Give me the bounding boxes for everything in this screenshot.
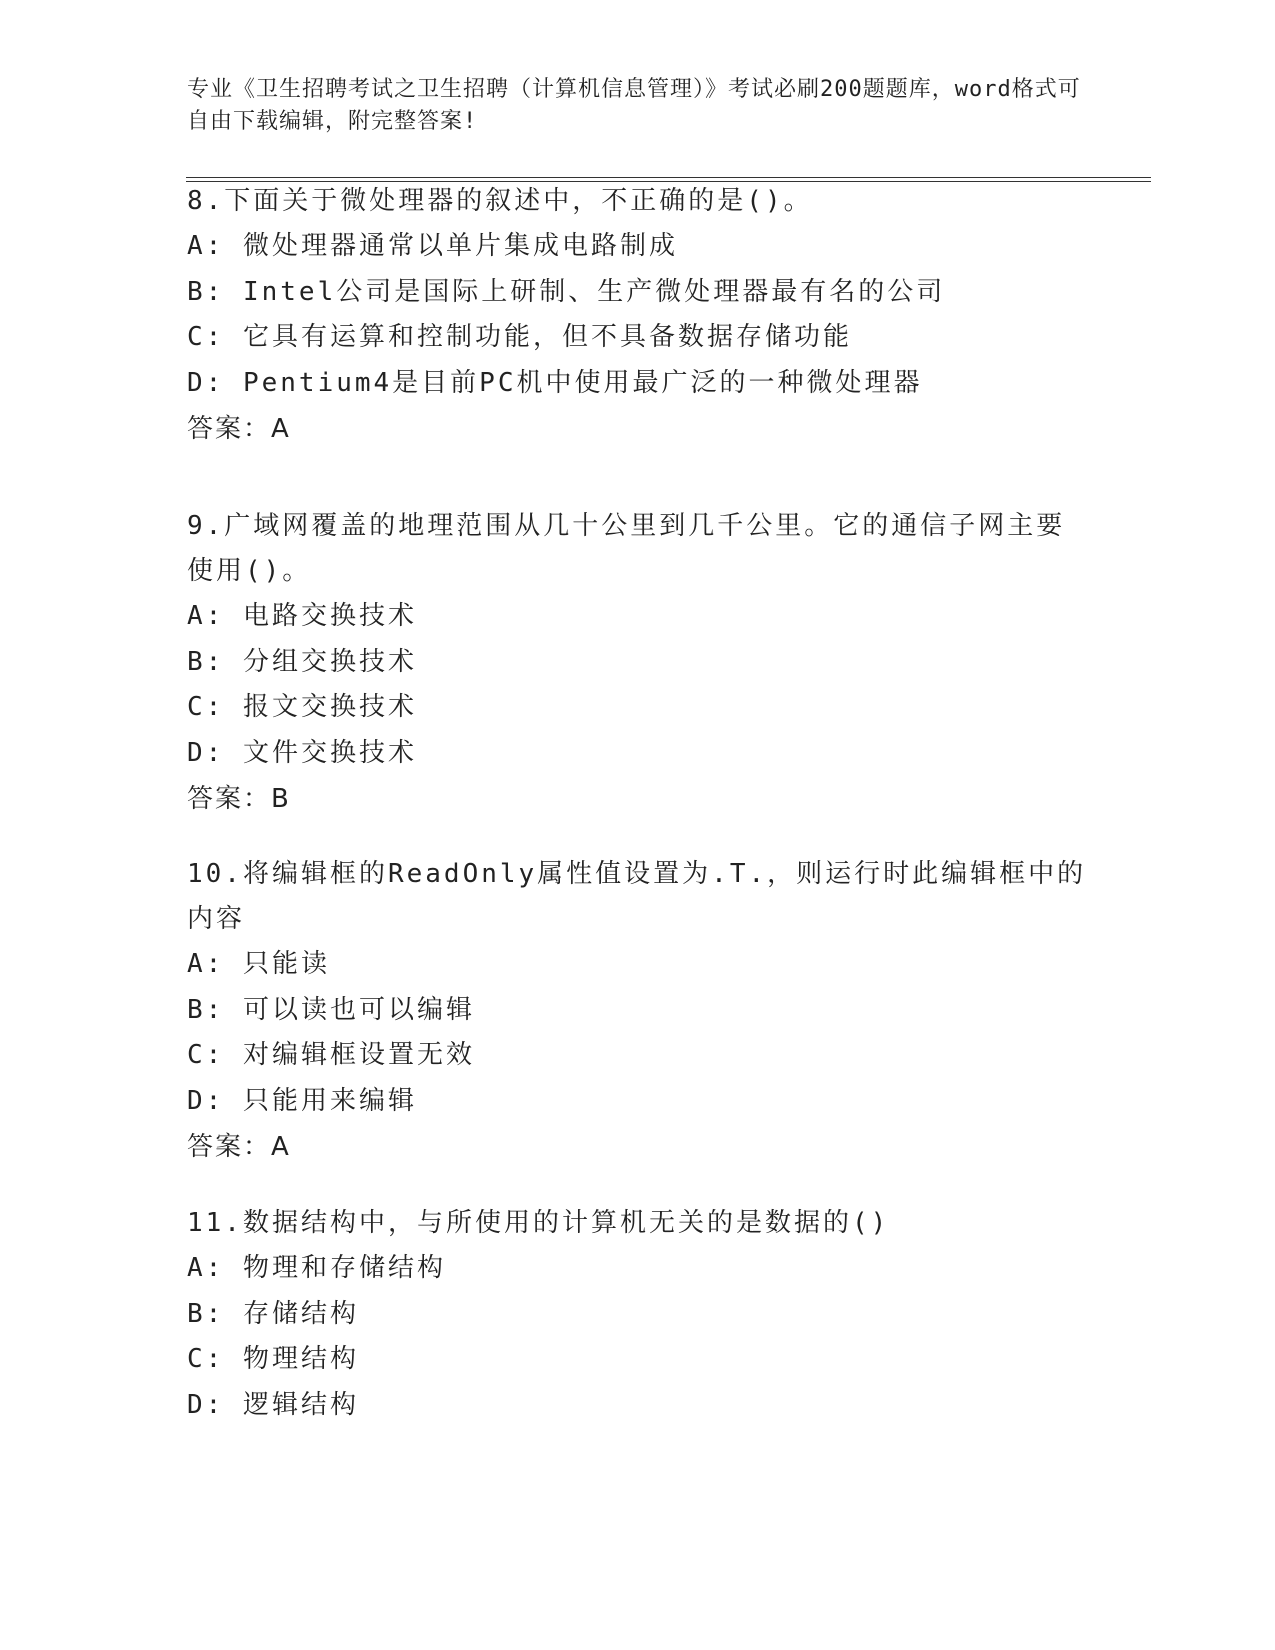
option-b: B: 可以读也可以编辑 — [187, 994, 475, 1025]
document-header: 专业《卫生招聘考试之卫生招聘（计算机信息管理）》考试必刷200题题库，word格式可自由下载编辑，附完整答案! — [187, 77, 1081, 134]
option-d: D: 逻辑结构 — [187, 1389, 359, 1420]
answer-line: 答案：A — [187, 414, 291, 444]
option-a: A: 只能读 — [187, 949, 330, 979]
answer-line: 答案：B — [187, 784, 291, 814]
question-11 — [187, 1201, 1087, 1428]
option-a: A: 微处理器通常以单片集成电路制成 — [187, 231, 678, 261]
question-9 — [187, 504, 1087, 822]
answer-line: 答案：A — [187, 1132, 291, 1162]
question-8 — [187, 179, 1087, 452]
option-a: A: 电路交换技术 — [187, 601, 417, 631]
option-d: D: 文件交换技术 — [187, 737, 417, 768]
question-stem: 9.广域网覆盖的地理范围从几十公里到几千公里。它的通信子网主要使用()。 — [187, 511, 1066, 586]
option-c: C: 对编辑框设置无效 — [187, 1040, 475, 1070]
option-b: B: 分组交换技术 — [187, 646, 417, 677]
option-d: D: 只能用来编辑 — [187, 1085, 417, 1116]
option-c: C: 物理结构 — [187, 1344, 359, 1374]
option-b: B: Intel公司是国际上研制、生产微处理器最有名的公司 — [187, 276, 946, 307]
option-d: D: Pentium4是目前PC机中使用最广泛的一种微处理器 — [187, 367, 923, 398]
question-stem: 10.将编辑框的ReadOnly属性值设置为.T.，则运行时此编辑框中的内容 — [187, 859, 1087, 934]
option-c: C: 报文交换技术 — [187, 692, 417, 722]
option-c: C: 它具有运算和控制功能，但不具备数据存储功能 — [187, 322, 852, 352]
question-stem: 8.下面关于微处理器的叙述中，不正确的是()。 — [187, 186, 813, 216]
question-10 — [187, 852, 1087, 1170]
option-a: A: 物理和存储结构 — [187, 1253, 446, 1283]
option-b: B: 存储结构 — [187, 1298, 359, 1329]
question-stem: 11.数据结构中，与所使用的计算机无关的是数据的() — [187, 1208, 890, 1238]
